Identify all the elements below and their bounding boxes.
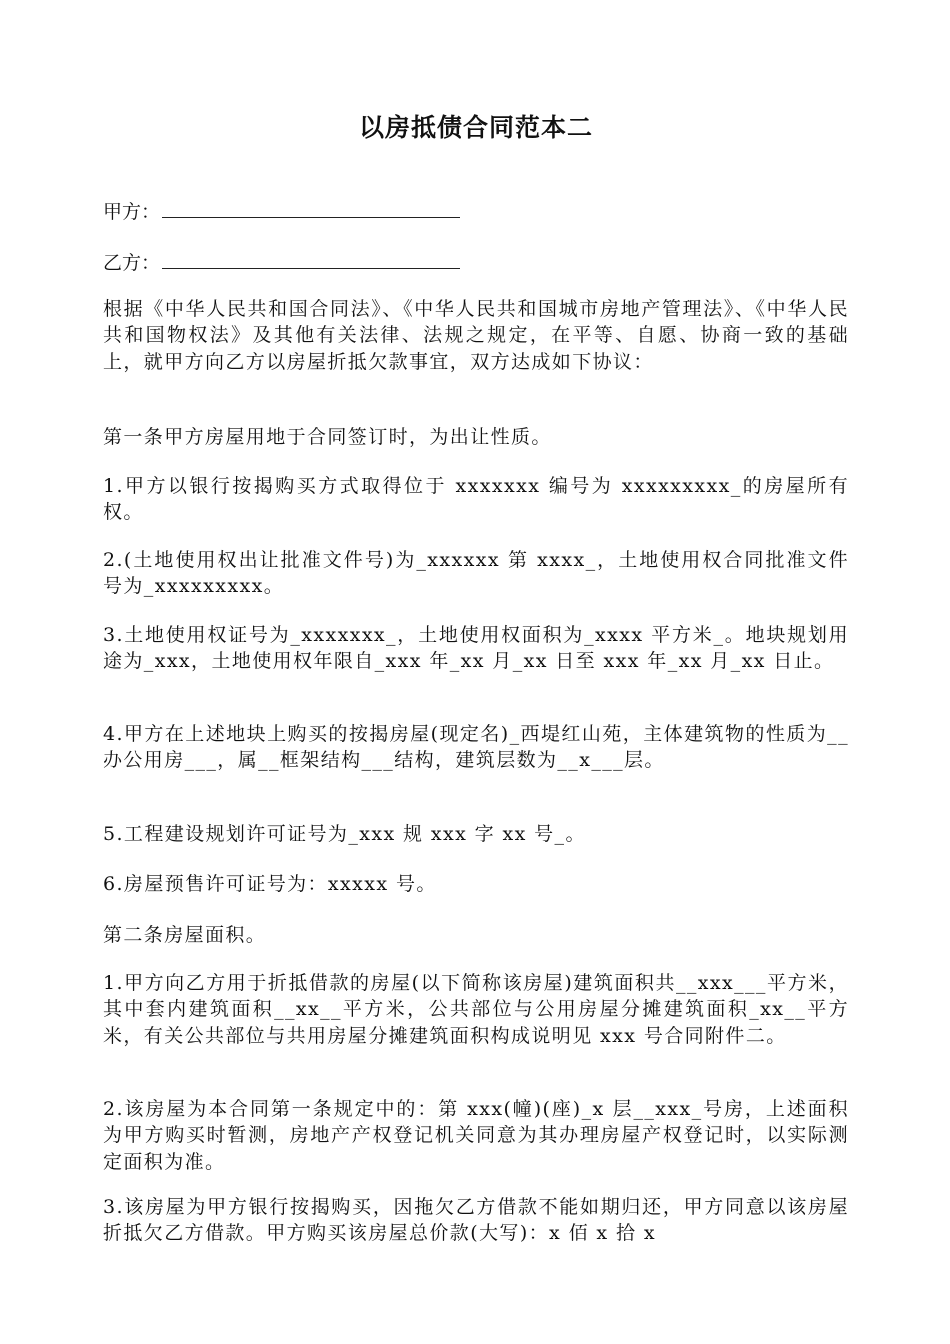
paragraph-2-3: 3.该房屋为甲方银行按揭购买，因拖欠乙方借款不能如期归还，甲方同意以该房屋折抵欠乙方借款。甲方购买该房屋总价款(大写)：x 佰 x 拾 x (103, 1196, 849, 1245)
paragraph-2-2: 2.该房屋为本合同第一条规定中的：第 xxx(幢)(座)_x 层__xxx_号房，上述面积为甲方购买时暂测，房地产产权登记机关同意为其办理房屋产权登记时，以实际测定面积为准。 (103, 1098, 849, 1173)
paragraph-preamble: 根据《中华人民共和国合同法》、《中华人民共和国城市房地产管理法》、《中华人民共和国物权法》及其他有关法律、法规之规定，在平等、自愿、协商一致的基础上，就甲方向乙方以房屋折抵欠款事宜，双方达成如下协议： (103, 298, 849, 373)
party-a-blank (162, 199, 460, 218)
paragraph-2-1: 1.甲方向乙方用于折抵借款的房屋(以下简称该房屋)建筑面积共__xxx___平方米，其中套内建筑面积__xx__平方米，公共部位与公用房屋分摊建筑面积_xx__平方米，有关公共部位与共用房屋分摊建筑面积构成说明见 xxx 号合同附件二。 (103, 972, 849, 1047)
party-b-label: 乙方： (103, 252, 161, 274)
paragraph-1-5: 5.工程建设规划许可证号为_xxx 规 xxx 字 xx 号_。 (103, 823, 586, 845)
document-title: 以房抵债合同范本二 (358, 113, 593, 142)
paragraph-1-1: 1.甲方以银行按揭购买方式取得位于 xxxxxxx 编号为 xxxxxxxxx_的房屋所有权。 (103, 475, 849, 524)
paragraph-1-6: 6.房屋预售许可证号为：xxxxx 号。 (103, 873, 437, 895)
paragraph-1-2: 2.(土地使用权出让批准文件号)为_xxxxxx 第 xxxx_，土地使用权合同批准文件号为_xxxxxxxxx。 (103, 549, 849, 598)
party-b-line (103, 250, 460, 276)
paragraph-1-4: 4.甲方在上述地块上购买的按揭房屋(现定名)_西堤红山苑，主体建筑物的性质为__办公用房___，属__框架结构___结构，建筑层数为__x___层。 (103, 723, 849, 772)
party-a-label: 甲方： (103, 201, 161, 223)
paragraph-article-2: 第二条房屋面积。 (103, 924, 267, 946)
paragraph-article-1: 第一条甲方房屋用地于合同签订时，为出让性质。 (103, 426, 552, 448)
paragraph-1-3: 3.土地使用权证号为_xxxxxxx_，土地使用权面积为_xxxx 平方米_。地块规划用途为_xxx，土地使用权年限自_xxx 年_xx 月_xx 日至 xxx 年_xx 月_xx 日止。 (103, 624, 849, 673)
party-b-blank (162, 250, 460, 269)
party-a-line (103, 199, 460, 225)
